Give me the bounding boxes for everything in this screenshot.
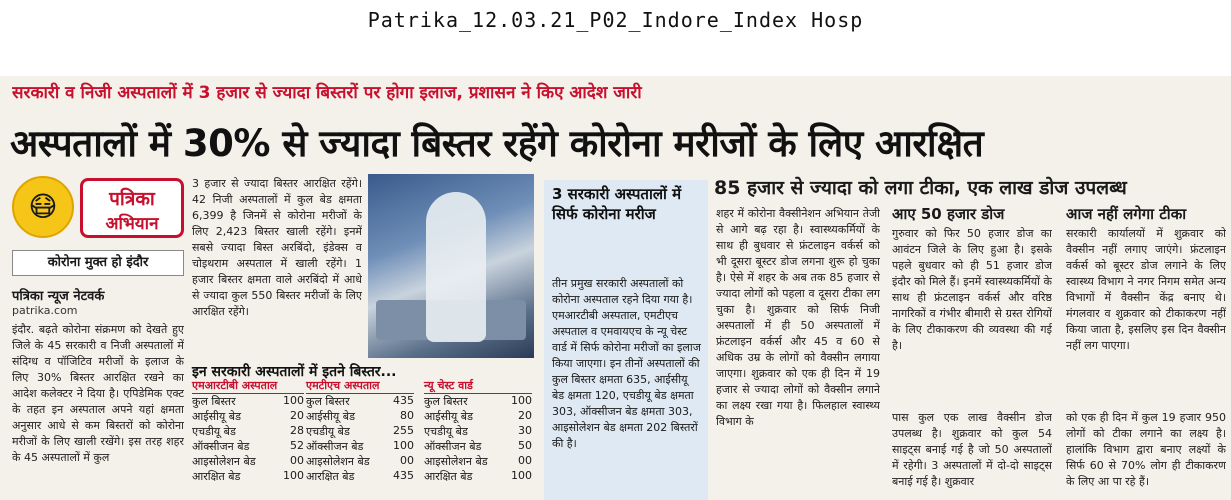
box2-text: सरकारी कार्यालयों में शुक्रवार को वैक्सीन नहीं लगाए जाएंगे। फ्रंटलाइन वर्कर्स को बूस्टर डोज लगाने के लिए स्वास्थ्य विभाग ने नगर निगम समेत अन्य विभागों में वैक्सीन केंद्र बनाए थे। मंगलवार व शुक्रवार को टीकाकरण नहीं किया जाता है, इसलिए इस दिन वैक्सीन नहीं लग पाएगा। <box>1066 227 1226 352</box>
table-row: ऑक्सीजन बेड 50 <box>424 439 532 453</box>
campaign-badge-line2: अभियान <box>105 214 159 234</box>
campaign-tagline: कोरोना मुक्त हो इंदौर <box>12 250 184 276</box>
mask-face-icon: 😷 <box>12 176 74 238</box>
health-worker-figure <box>426 192 486 342</box>
box1-text-2: पास कुल एक लाख वैक्सीन डोज उपलब्ध है। शुक्रवार को कुल 54 साइट्स बनाई गई है जो 50 अस्पतालों में रहेगी। 3 अस्पतालों में दो-दो साइट्स बनाई गई है। शुक्रवार <box>892 411 1052 488</box>
main-headline: अस्पतालों में 30% से ज्यादा बिस्तर रहेंगे कोरोना मरीजों के लिए आरक्षित <box>10 122 984 165</box>
bed-table-mth <box>306 378 414 484</box>
table-row: आईसीयू बेड 20 <box>192 409 304 423</box>
table-row: आईसीयू बेड 80 <box>306 409 414 423</box>
bed-table-new-chest-ward <box>424 378 532 484</box>
table-row: कुल बिस्तर 435 <box>306 394 414 408</box>
byline-site: patrika.com <box>12 304 78 317</box>
table-row: आईसीयू बेड 20 <box>424 409 532 423</box>
table-row: आइसोलेशन बेड 00 <box>192 454 304 468</box>
hospital-photo <box>368 174 534 358</box>
table-row: आरक्षित बेड 100 <box>424 469 532 483</box>
table-row: एचडीयू बेड 30 <box>424 424 532 438</box>
campaign-box <box>12 174 184 288</box>
table-row: आइसोलेशन बेड 00 <box>424 454 532 468</box>
table-row: एचडीयू बेड 28 <box>192 424 304 438</box>
kicker-headline: सरकारी व निजी अस्पतालों में 3 हजार से ज्यादा बिस्तरों पर होगा इलाज, प्रशासन ने किए आदेश जारी <box>12 83 642 103</box>
table-row: आरक्षित बेड 435 <box>306 469 414 483</box>
box1-heading: आए 50 हजार डोज <box>892 205 1005 223</box>
vaccine-headline: 85 हजार से ज्यादा को लगा टीका, एक लाख डोज उपलब्ध <box>714 177 1127 199</box>
table-row: आरक्षित बेड 100 <box>192 469 304 483</box>
box2-text-2: को एक ही दिन में कुल 19 हजार 950 लोगों को टीका लगाने का लक्ष्य है। हालांकि विभाग द्वारा बनाए लक्ष्यों के सिर्फ 60 से 70% लोग ही टीकाकरण के लिए आ पा रहे हैं। <box>1066 411 1226 488</box>
bed-table-mrtb <box>192 378 304 484</box>
file-caption: Patrika_12.03.21_P02_Indore_Index Hosp <box>367 8 864 32</box>
table-row: कुल बिस्तर 100 <box>192 394 304 408</box>
article-column-2: 3 हजार से ज्यादा बिस्तर आरक्षित रहेंगे। 42 निजी अस्पतालों में कुल बेड क्षमता 6,399 है जिनमें से कोरोना मरीजों के लिए 2,423 बिस्तर खाली रहेंगे। इनमें सबसे ज्यादा बिस्त अरबिंदो, इंडेक्स व चोइथराम अस्पताल में खाली रहेंगे। 1 हजार बिस्तर क्षमता वाले अरबिंदो में आधे से ज्यादा कुल 550 बिस्तर मरीजों के लिए आरक्षित रहेंगे। <box>192 177 362 318</box>
bed-table-header: एमआरटीबी अस्पताल <box>192 378 304 394</box>
article-column-1: इंदौर. बढ़ते कोरोना संक्रमण को देखते हुए जिले के 45 सरकारी व निजी अस्पतालों में संदिग्ध व पॉजिटिव मरीजों के इलाज के लिए 30% बिस्तर आरक्षित रखने का आदेश कलेक्टर ने दिया है। एपिडेमिक एक्ट के तहत इन अस्पताल अपने यहां क्षमता अनुसार आधे से कम बिस्तरों को कोरोना मरीजों के लिए खाली रखेंगे। इस तरह शहर के 45 अस्पतालों में कुल <box>12 323 184 464</box>
bed-table-title: इन सरकारी अस्पतालों में इतने बिस्तर... <box>192 364 397 380</box>
sidebar-title: 3 सरकारी अस्पतालों में सिर्फ कोरोना मरीज <box>552 185 682 223</box>
byline: पत्रिका न्यूज नेटवर्क <box>12 289 105 304</box>
box2-heading: आज नहीं लगेगा टीका <box>1066 205 1187 223</box>
table-row: एचडीयू बेड 255 <box>306 424 414 438</box>
vaccine-column-1: शहर में कोरोना वैक्सीनेशन अभियान तेजी से आगे बढ़ रहा है। स्वास्थ्यकर्मियों के साथ ही बुधवार से फ्रंटलाइन वर्कर्स को भी दूसरा बूस्टर डोज लगना शुरू हो चुका है। ऐसे में शहर के अब तक 85 हजार से ज्यादा लोगों को पहला व दूसरा टीका लग चुका है। शुक्रवार को सिर्फ निजी अस्पतालों में ही 50 अस्पतालों में फ्रंटलाइन वर्कर्स और 45 व 60 से अधिक उम्र के लोगों को वैक्सीन लगाया जाएगा। शुक्रवार को एक ही दिन में 19 हजार से ज्यादा लोगों को वैक्सीन लगाने का लक्ष्य रखा गया है। फिलहाल स्वास्थ्य विभाग के <box>716 207 880 428</box>
box1-text: गुरुवार को फिर 50 हजार डोज का आवंटन जिले के लिए हुआ है। इसके पहले बुधवार को ही 51 हजार डोज इंदौर को मिले हैं। इनमें स्वास्थ्यकर्मियों के साथ ही फ्रंटलाइन वर्कर्स और वरिष्ठ नागरिकों व गंभीर बीमारी से ग्रस्त रोगियों के लिए टीकाकरण की व्यवस्था की गई है। <box>892 227 1052 352</box>
newspaper-clipping <box>0 76 1231 500</box>
campaign-badge-line1: पत्रिका <box>109 188 155 210</box>
table-row: आइसोलेशन बेड 00 <box>306 454 414 468</box>
bed-table-header: न्यू चेस्ट वार्ड <box>424 378 532 394</box>
table-row: ऑक्सीजन बेड 100 <box>306 439 414 453</box>
sidebar-box <box>544 180 708 500</box>
table-row: कुल बिस्तर 100 <box>424 394 532 408</box>
bed-table-header: एमटीएच अस्पताल <box>306 378 414 394</box>
campaign-badge <box>80 178 184 238</box>
sidebar-text: तीन प्रमुख सरकारी अस्पतालों को कोरोना अस्पताल रहने दिया गया है। एमआरटीबी अस्पताल, एमटीएच अस्पताल व एमवायएच के न्यू चेस्ट वार्ड में सिर्फ कोरोना मरीजों का इलाज किया जाएगा। इन तीनों अस्पतालों की कुल बिस्तर क्षमता 635, आईसीयू बेड क्षमता 120, एचडीयू बेड क्षमता 303, ऑक्सीजन बेड क्षमता 303, आइसोलेशन बेड क्षमता 202 बिस्तरों की है। <box>552 277 701 450</box>
table-row: ऑक्सीजन बेड 52 <box>192 439 304 453</box>
